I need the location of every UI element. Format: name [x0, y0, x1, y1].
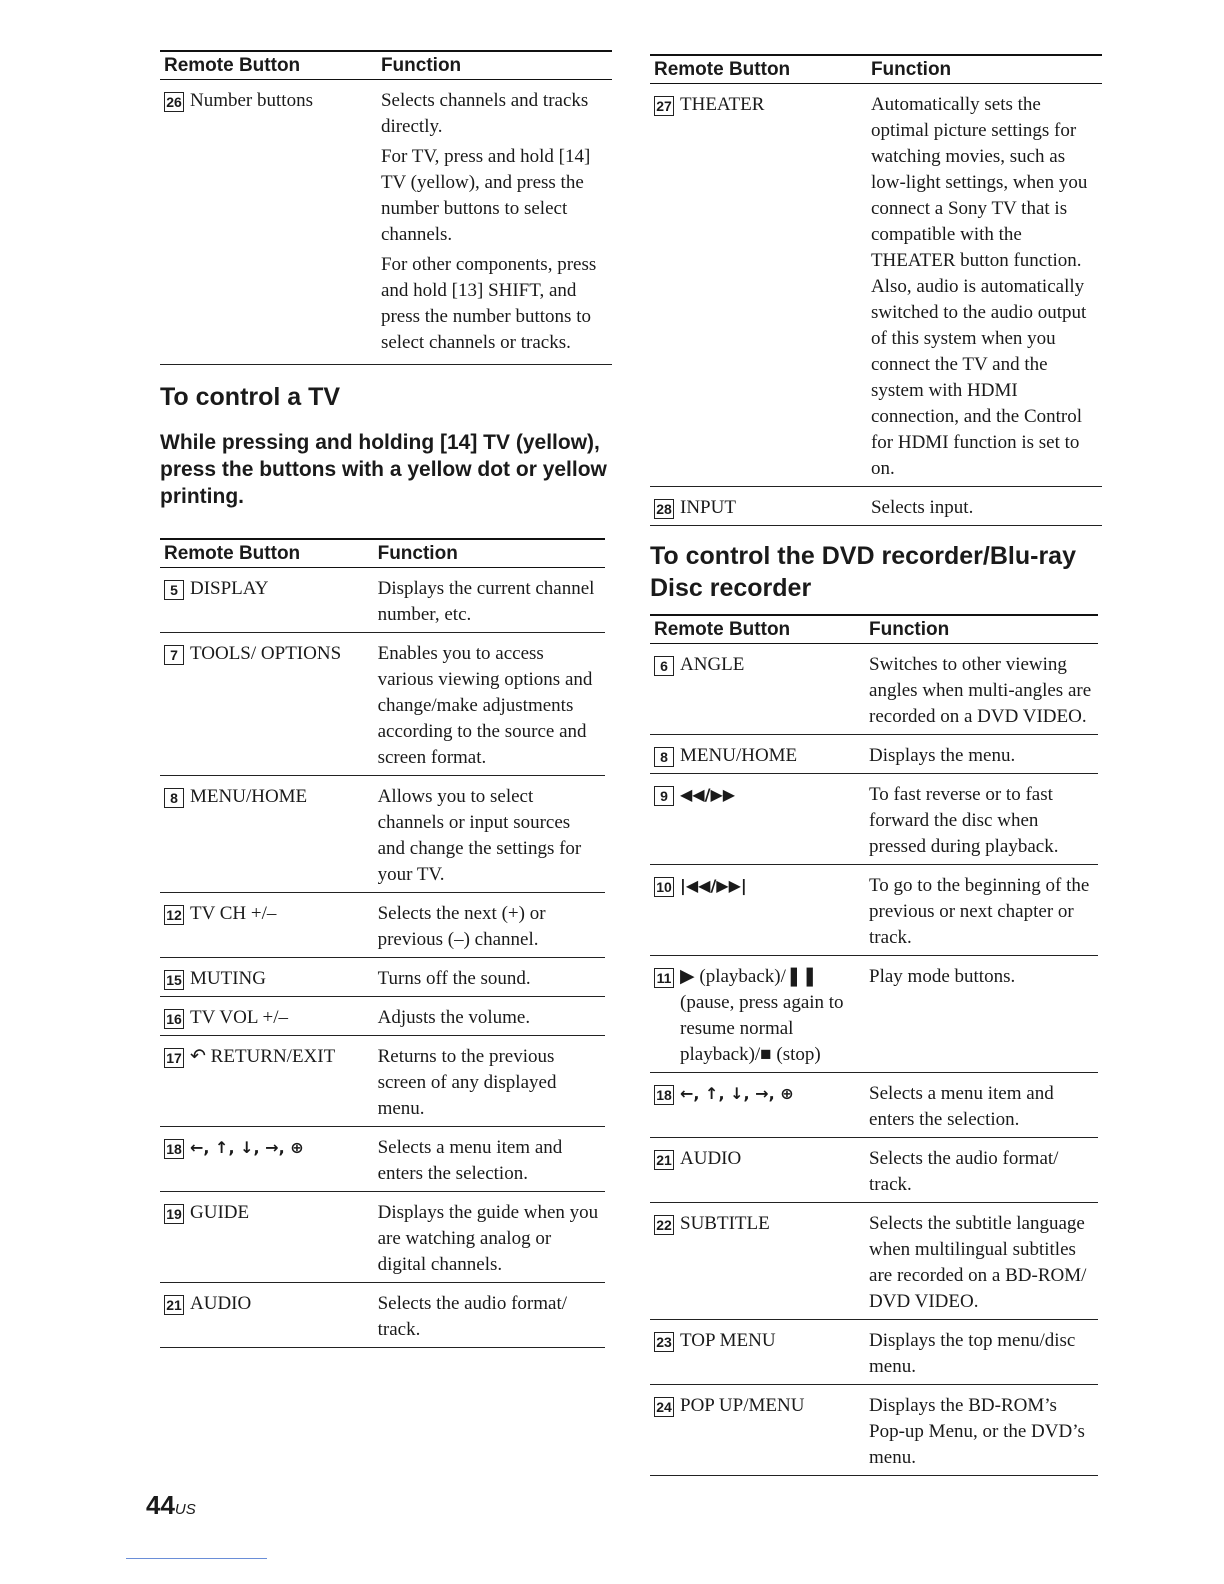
- table-row: [650, 1138, 1098, 1203]
- col-header-function: Function: [865, 615, 1098, 644]
- function-text: Allows you to select channels or input sources and change the settings for your TV.: [374, 776, 605, 893]
- table-row: [160, 1036, 605, 1127]
- function-text: Selects a menu item and enters the selection.: [374, 1127, 605, 1192]
- button-number: 18: [164, 1139, 184, 1159]
- table-row: [650, 1203, 1098, 1320]
- button-number: 8: [654, 747, 674, 767]
- button-number: 22: [654, 1215, 674, 1235]
- button-name: GUIDE: [190, 1202, 250, 1223]
- button-number: 6: [654, 656, 674, 676]
- page-number-suffix: US: [174, 1501, 196, 1518]
- table-row: [160, 1283, 605, 1348]
- button-name: THEATER: [680, 94, 765, 115]
- button-number: 5: [164, 580, 184, 600]
- button-name: INPUT: [680, 497, 736, 518]
- arrow-keys-icon: ←, ↑, ↓, →, ⊕: [190, 1138, 304, 1157]
- button-name: TOOLS/ OPTIONS: [190, 643, 342, 664]
- function-text: Returns to the previous screen of any displayed menu.: [374, 1036, 605, 1127]
- table-row: [650, 1073, 1098, 1138]
- button-name: POP UP/MENU: [680, 1395, 805, 1416]
- button-number: 11: [654, 968, 674, 988]
- function-text: Automatically sets the optimal picture settings for watching movies, such as low-light settings, when you connect a Sony TV that is compatible with the THEATER button function. Also, audio is automatically switched to the audio output of this system when you connect the TV and the system with HDMI connection, and the Control for HDMI function is set to on.: [867, 84, 1102, 487]
- right-top-table: [650, 54, 1102, 526]
- left-column: [160, 50, 612, 1348]
- table-row: [650, 644, 1098, 735]
- skip-prev-next-icon: |◀◀/▶▶|: [680, 876, 747, 895]
- table-row: [650, 1385, 1098, 1476]
- function-text: Selects the audio format/ track.: [865, 1138, 1098, 1203]
- function-text: Selects the subtitle language when multilingual subtitles are recorded on a BD-ROM/ DVD VIDEO.: [865, 1203, 1098, 1320]
- col-header-function: Function: [374, 539, 605, 568]
- button-number: 26: [164, 92, 184, 112]
- section-title-tv: To control a TV: [160, 383, 341, 411]
- function-text: Selects a menu item and enters the selection.: [865, 1073, 1098, 1138]
- button-name: AUDIO: [190, 1293, 252, 1314]
- function-text: Displays the current channel number, etc.: [374, 568, 605, 633]
- function-text: Selects channels and tracks directly.: [380, 90, 589, 137]
- function-text: Displays the top menu/disc menu.: [865, 1320, 1098, 1385]
- function-text: Adjusts the volume.: [374, 997, 605, 1036]
- tv-table: [160, 538, 605, 1348]
- button-name: MENU/HOME: [680, 745, 798, 766]
- page-number-value: 44: [146, 1490, 175, 1520]
- button-number: 23: [654, 1332, 674, 1352]
- table-row: [650, 774, 1098, 865]
- col-header-button: Remote Button: [650, 55, 867, 84]
- function-text: Enables you to access various viewing options and change/make adjustments according to the source and screen format.: [374, 633, 605, 776]
- button-name: TV VOL +/–: [190, 1007, 288, 1028]
- table-row: [160, 893, 605, 958]
- button-number: 24: [654, 1397, 674, 1417]
- section-title-dvd: To control the DVD recorder/Blu-ray Disc recorder: [650, 542, 1076, 602]
- col-header-button: Remote Button: [160, 51, 377, 80]
- button-name: ▶ (playback)/❚❚ (pause, press again to resume normal playback)/■ (stop): [680, 966, 844, 1065]
- button-name: DISPLAY: [190, 578, 269, 599]
- button-name: Number buttons: [190, 90, 313, 111]
- function-text: Play mode buttons.: [865, 956, 1098, 1073]
- button-number: 19: [164, 1204, 184, 1224]
- arrow-keys-icon: ←, ↑, ↓, →, ⊕: [680, 1084, 794, 1103]
- dvd-table: [650, 614, 1098, 1476]
- button-name: ↶ RETURN/EXIT: [190, 1046, 336, 1067]
- button-name: ANGLE: [680, 654, 745, 675]
- col-header-function: Function: [377, 51, 612, 80]
- table-row: [650, 865, 1098, 956]
- function-text: Displays the menu.: [865, 735, 1098, 774]
- page-number: [146, 1490, 196, 1521]
- button-number: 8: [164, 788, 184, 808]
- button-name: MUTING: [190, 968, 266, 989]
- table-row: [160, 80, 612, 365]
- table-row: [160, 776, 605, 893]
- function-text: Turns off the sound.: [374, 958, 605, 997]
- button-number: 28: [654, 499, 674, 519]
- table-row: [650, 735, 1098, 774]
- button-number: 10: [654, 877, 674, 897]
- function-text: Displays the BD-ROM’s Pop-up Menu, or the DVD’s menu.: [865, 1385, 1098, 1476]
- function-text: To go to the beginning of the previous or next chapter or track.: [865, 865, 1098, 956]
- button-number: 12: [164, 905, 184, 925]
- button-number: 17: [164, 1048, 184, 1068]
- button-number: 9: [654, 786, 674, 806]
- function-text: Displays the guide when you are watching analog or digital channels.: [374, 1192, 605, 1283]
- function-text: To fast reverse or to fast forward the disc when pressed during playback.: [865, 774, 1098, 865]
- button-number: 27: [654, 96, 674, 116]
- col-header-button: Remote Button: [160, 539, 374, 568]
- function-text: Selects the audio format/ track.: [374, 1283, 605, 1348]
- fast-forward-reverse-icon: ◀◀/▶▶: [680, 785, 736, 804]
- function-text: For other components, press and hold [13] SHIFT, and press the number buttons to select channels or tracks.: [380, 254, 597, 353]
- table-row: [650, 487, 1102, 526]
- button-name: AUDIO: [680, 1148, 742, 1169]
- table-row: [160, 568, 605, 633]
- button-name: TOP MENU: [680, 1330, 776, 1351]
- left-top-table: [160, 50, 612, 365]
- button-number: 21: [654, 1150, 674, 1170]
- button-number: 7: [164, 645, 184, 665]
- col-header-function: Function: [867, 55, 1102, 84]
- function-text: Switches to other viewing angles when multi-angles are recorded on a DVD VIDEO.: [865, 644, 1098, 735]
- function-text: Selects the next (+) or previous (–) channel.: [374, 893, 605, 958]
- table-row: [650, 1320, 1098, 1385]
- table-row: [160, 1127, 605, 1192]
- button-name: TV CH +/–: [190, 903, 277, 924]
- button-number: 18: [654, 1085, 674, 1105]
- button-name: SUBTITLE: [680, 1213, 770, 1234]
- footer-divider: [126, 1558, 267, 1559]
- button-number: 16: [164, 1009, 184, 1029]
- function-text: For TV, press and hold [14] TV (yellow), and press the number buttons to select channels.: [380, 146, 591, 245]
- button-number: 15: [164, 970, 184, 990]
- tv-instruction: While pressing and holding [14] TV (yellow), press the buttons with a yellow dot or yellow printing.: [160, 431, 607, 508]
- col-header-button: Remote Button: [650, 615, 865, 644]
- table-row: [160, 1192, 605, 1283]
- table-row: [160, 958, 605, 997]
- table-row: [650, 956, 1098, 1073]
- button-number: 21: [164, 1295, 184, 1315]
- function-text: Selects input.: [867, 487, 1102, 526]
- table-row: [650, 84, 1102, 487]
- table-row: [160, 997, 605, 1036]
- table-row: [160, 633, 605, 776]
- button-name: MENU/HOME: [190, 786, 308, 807]
- right-column: [650, 54, 1102, 1476]
